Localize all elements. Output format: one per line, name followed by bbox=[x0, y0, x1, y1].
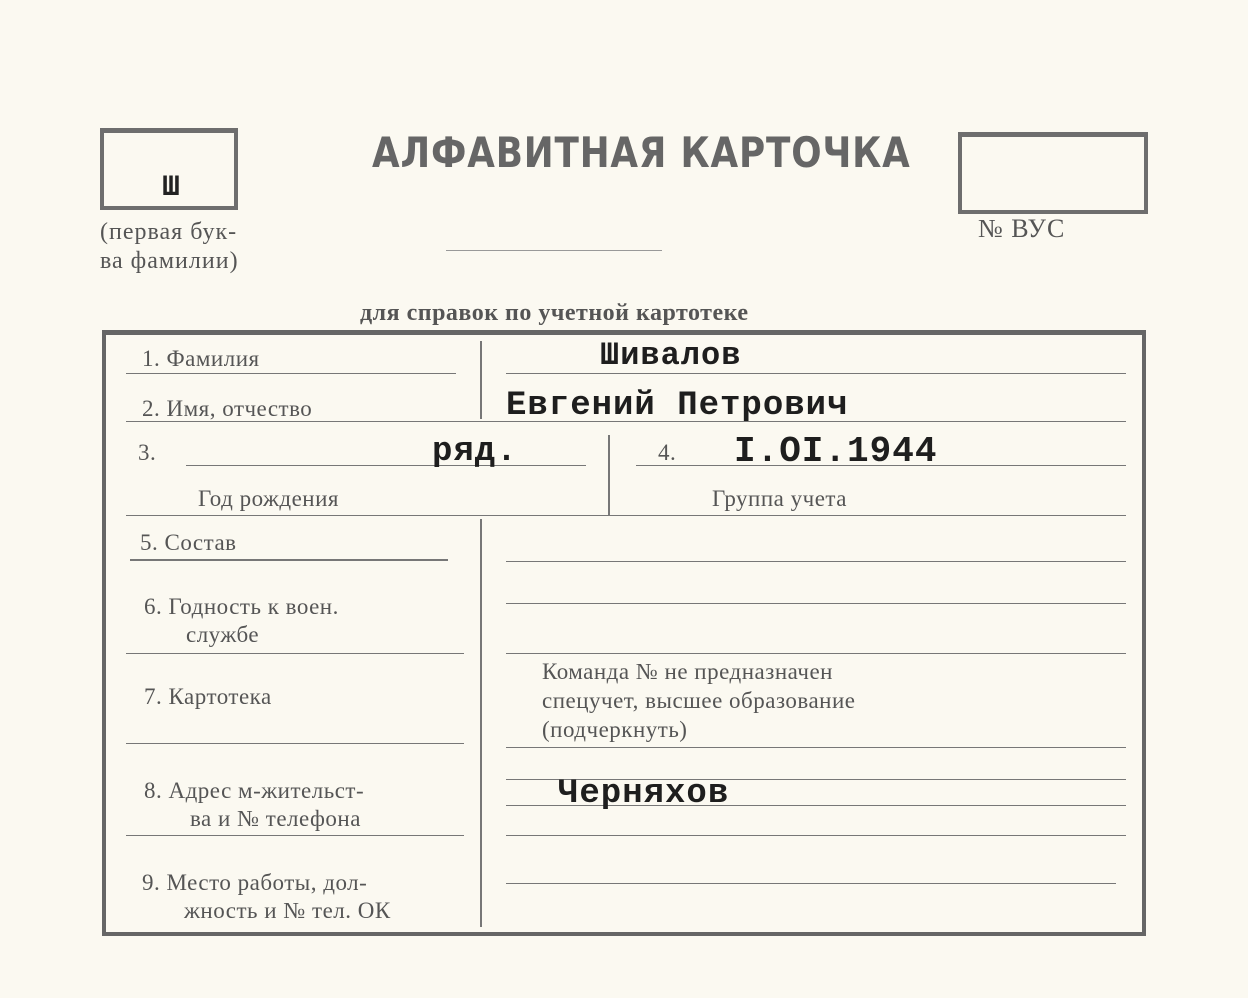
letter-box-caption bbox=[100, 218, 239, 276]
field-work-label-1: 9. Место работы, дол- bbox=[142, 870, 368, 895]
rule bbox=[506, 653, 1126, 654]
card-table bbox=[102, 330, 1146, 936]
rule bbox=[130, 559, 448, 561]
card-subtitle: для справок по учетной картотеке bbox=[360, 300, 749, 326]
field-birthdate-value: I.OI.1944 bbox=[734, 431, 938, 472]
field-filecard-label: 7. Картотека bbox=[144, 684, 272, 709]
title-underline bbox=[446, 250, 662, 251]
rule bbox=[506, 603, 1126, 604]
rule bbox=[506, 561, 1126, 562]
field-work-label-2: жность и № тел. ОК bbox=[184, 898, 391, 923]
field-rank-value: ряд. bbox=[432, 433, 518, 471]
rule bbox=[126, 835, 464, 836]
field-surname-label: 1. Фамилия bbox=[142, 346, 260, 371]
card-title: АЛФАВИТНАЯ КАРТОЧКА bbox=[372, 128, 911, 177]
field-address-label-1: 8. Адрес м-жительст- bbox=[144, 778, 365, 803]
field-surname-value: Шивалов bbox=[600, 337, 742, 374]
letter-caption-line-1: (первая бук- bbox=[100, 219, 238, 245]
field-address-value: Черняхов bbox=[558, 775, 730, 813]
field-birth-number: 3. bbox=[138, 440, 157, 465]
field-group-caption: Группа учета bbox=[712, 486, 847, 511]
field-group-number: 4. bbox=[658, 440, 677, 465]
rule bbox=[506, 883, 1116, 884]
rule bbox=[126, 653, 464, 654]
field-filecard-note-2: спецучет, высшее образование bbox=[542, 688, 856, 713]
vus-box bbox=[958, 132, 1148, 214]
rule bbox=[126, 743, 464, 744]
rule bbox=[126, 373, 456, 374]
field-fitness-label-2: службе bbox=[186, 622, 260, 647]
letter-caption-line-2: ва фамилии) bbox=[100, 248, 239, 274]
field-fitness-label-1: 6. Годность к воен. bbox=[144, 594, 339, 619]
rule bbox=[506, 835, 1126, 836]
field-address-label-2: ва и № телефона bbox=[190, 806, 361, 831]
rule bbox=[506, 747, 1126, 748]
field-filecard-note-3: (подчеркнуть) bbox=[542, 717, 688, 742]
field-birth-caption: Год рождения bbox=[198, 486, 339, 511]
rule bbox=[506, 373, 1126, 374]
surname-letter-box bbox=[100, 128, 238, 210]
divider-bottom bbox=[480, 519, 482, 927]
divider-top bbox=[480, 341, 482, 419]
field-name-label: 2. Имя, отчество bbox=[142, 396, 313, 421]
divider-middle bbox=[608, 435, 610, 515]
rule bbox=[186, 465, 586, 466]
field-filecard-note-1: Команда № не предназначен bbox=[542, 659, 833, 684]
field-composition-label: 5. Состав bbox=[140, 530, 237, 555]
field-name-value: Евгений Петрович bbox=[506, 387, 849, 425]
rule bbox=[126, 515, 1126, 516]
surname-first-letter: Ш bbox=[162, 171, 181, 205]
vus-caption: № ВУС bbox=[978, 214, 1066, 243]
